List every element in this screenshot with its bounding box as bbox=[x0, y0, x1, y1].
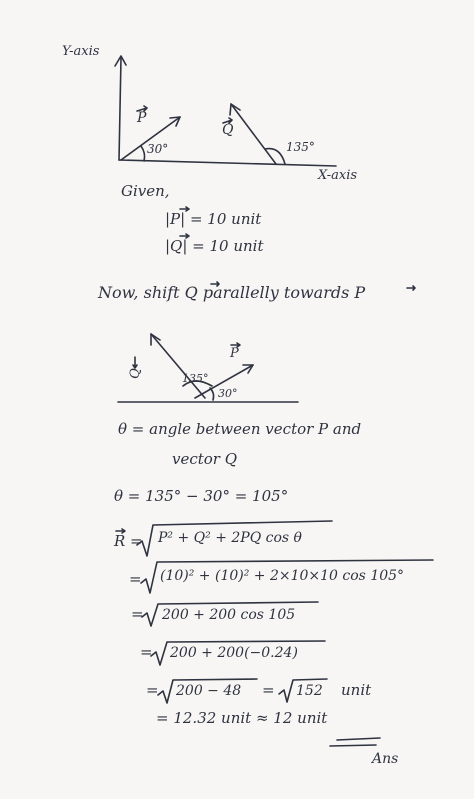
given-q-magnitude: |Q| = 10 unit bbox=[165, 237, 264, 255]
answer-mark: Ans bbox=[372, 751, 399, 767]
step1-equals: = bbox=[129, 570, 142, 588]
vector-q-line bbox=[231, 104, 276, 164]
y-axis-label: Y-axis bbox=[62, 44, 100, 59]
step4-expression-b: 152 bbox=[296, 683, 323, 699]
step3-expression: 200 + 200(−0.24) bbox=[170, 645, 298, 661]
theta-definition-line1: θ = angle between vector P and bbox=[118, 420, 362, 438]
step4-expression-a: 200 − 48 bbox=[176, 683, 242, 699]
step1-expression: (10)² + (10)² + 2×10×10 cos 105° bbox=[160, 568, 405, 584]
shift-note: Now, shift Q parallelly towards P bbox=[98, 283, 366, 302]
y-axis-line bbox=[119, 58, 121, 160]
diagram2-arc-30 bbox=[210, 388, 214, 400]
step2-expression: 200 + 200 cos 105 bbox=[162, 607, 296, 623]
diagram2-q-label: Q bbox=[127, 368, 143, 379]
shift-p-arrow bbox=[407, 286, 415, 290]
x-axis-line bbox=[119, 160, 336, 166]
step4-equals-2: = bbox=[262, 681, 275, 699]
diagram2-vector-q bbox=[151, 334, 205, 398]
ans-mark-2 bbox=[330, 745, 376, 746]
resultant-formula: P² + Q² + 2PQ cos θ bbox=[158, 530, 302, 546]
resultant-lhs: R = bbox=[114, 532, 143, 550]
vector-p-label: P bbox=[137, 110, 147, 126]
given-p-magnitude: |P| = 10 unit bbox=[165, 210, 262, 228]
x-axis-label: X-axis bbox=[318, 168, 358, 183]
step3-equals: = bbox=[140, 643, 153, 661]
angle-135-label: 135° bbox=[286, 140, 315, 154]
diagram2-angle-30: 30° bbox=[218, 387, 238, 400]
step2-equals: = bbox=[131, 605, 144, 623]
diagram2-p-label: P bbox=[230, 346, 239, 361]
given-heading: Given, bbox=[121, 182, 170, 200]
theta-definition-line2: vector Q bbox=[172, 450, 238, 468]
final-result: = 12.32 unit ≈ 12 unit bbox=[156, 709, 328, 727]
ans-mark-1 bbox=[337, 738, 380, 740]
vector-q-label: Q bbox=[222, 122, 234, 138]
step4-unit: unit bbox=[341, 681, 372, 699]
step4-equals: = bbox=[146, 681, 159, 699]
angle-30-arc bbox=[141, 146, 145, 161]
theta-calculation: θ = 135° − 30° = 105° bbox=[114, 487, 289, 505]
angle-30-label: 30° bbox=[147, 142, 169, 156]
diagram2-angle-135: 135° bbox=[182, 372, 209, 385]
diagram2-q-arrow bbox=[133, 357, 137, 368]
